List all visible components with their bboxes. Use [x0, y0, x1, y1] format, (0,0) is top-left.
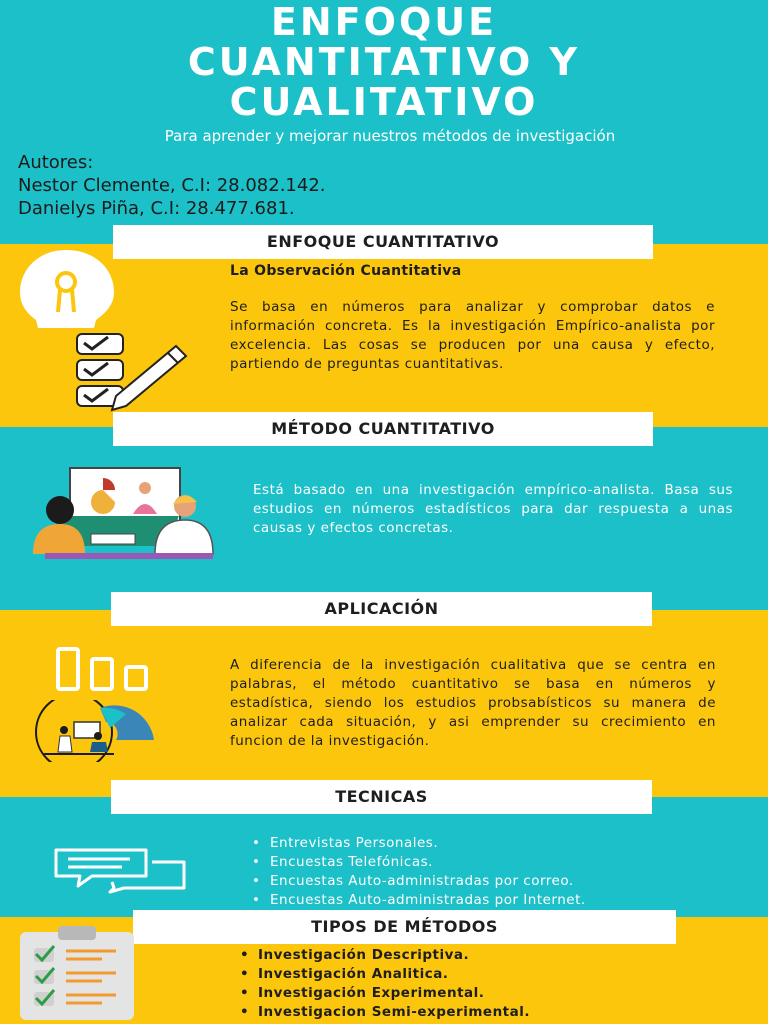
tipos-list [236, 946, 530, 1022]
clipboard-checklist-icon [18, 924, 136, 1020]
list-item: • Investigación Experimental. [236, 984, 530, 1003]
metodo-heading: MÉTODO CUANTITATIVO [113, 412, 653, 446]
list-item: • Investigación Analitica. [236, 965, 530, 984]
page-subtitle: Para aprender y mejorar nuestros métodos de investigación [164, 127, 616, 145]
authors-block [18, 151, 326, 220]
author-1: Nestor Clemente, C.I: 28.082.142. [18, 175, 326, 196]
lightbulb-icon [8, 246, 126, 332]
list-item: • Investigacion Semi-experimental. [236, 1003, 530, 1022]
analytics-team-icon [30, 700, 160, 762]
aplicacion-heading: APLICACIÓN [111, 592, 652, 626]
tecnicas-heading: TECNICAS [111, 780, 652, 814]
list-item: • Encuestas Telefónicas. [248, 853, 586, 872]
title-line-2: CUANTITATIVO Y [187, 40, 581, 84]
enfoque-text: Se basa en números para analizar y comprobar datos e información concreta. Es la investigación Empírico-analista por excelencia. Las cosas se producen por una causa y efecto, partiendo de preguntas cuantitativas. [230, 299, 715, 372]
meeting-presentation-icon [15, 466, 220, 564]
author-2: Danielys Piña, C.I: 28.477.681. [18, 198, 295, 219]
checklist-pen-icon [72, 332, 192, 412]
chat-bubbles-icon [52, 846, 190, 894]
bar-chart-icon [55, 646, 155, 694]
list-item: • Investigación Descriptiva. [236, 946, 530, 965]
authors-label: Autores: [18, 152, 94, 173]
page-title [0, 2, 768, 122]
enfoque-subheading: La Observación Cuantitativa [230, 263, 462, 279]
list-item: • Encuestas Auto-administradas por correo. [248, 872, 586, 891]
aplicacion-text: A diferencia de la investigación cualitativa que se centra en palabras, el método cuantitativo se basa en números y estadística, siendo los estudios probsabísticos su manera de analizar cada situación, y asi emprender su crecimiento en funcion de la investigación. [230, 657, 716, 749]
title-line-3: CUALITATIVO [229, 80, 539, 124]
title-line-1: ENFOQUE [270, 0, 498, 44]
metodo-text: Está basado en una investigación empírico-analista. Basa sus estudios en números estadísticos para dar respuesta a unas causas y efectos concretas. [253, 482, 733, 536]
tecnicas-list [248, 834, 586, 910]
tipos-heading: TIPOS DE MÉTODOS [133, 910, 676, 944]
enfoque-heading: ENFOQUE CUANTITATIVO [113, 225, 653, 259]
list-item: • Entrevistas Personales. [248, 834, 586, 853]
list-item: • Encuestas Auto-administradas por Internet. [248, 891, 586, 910]
